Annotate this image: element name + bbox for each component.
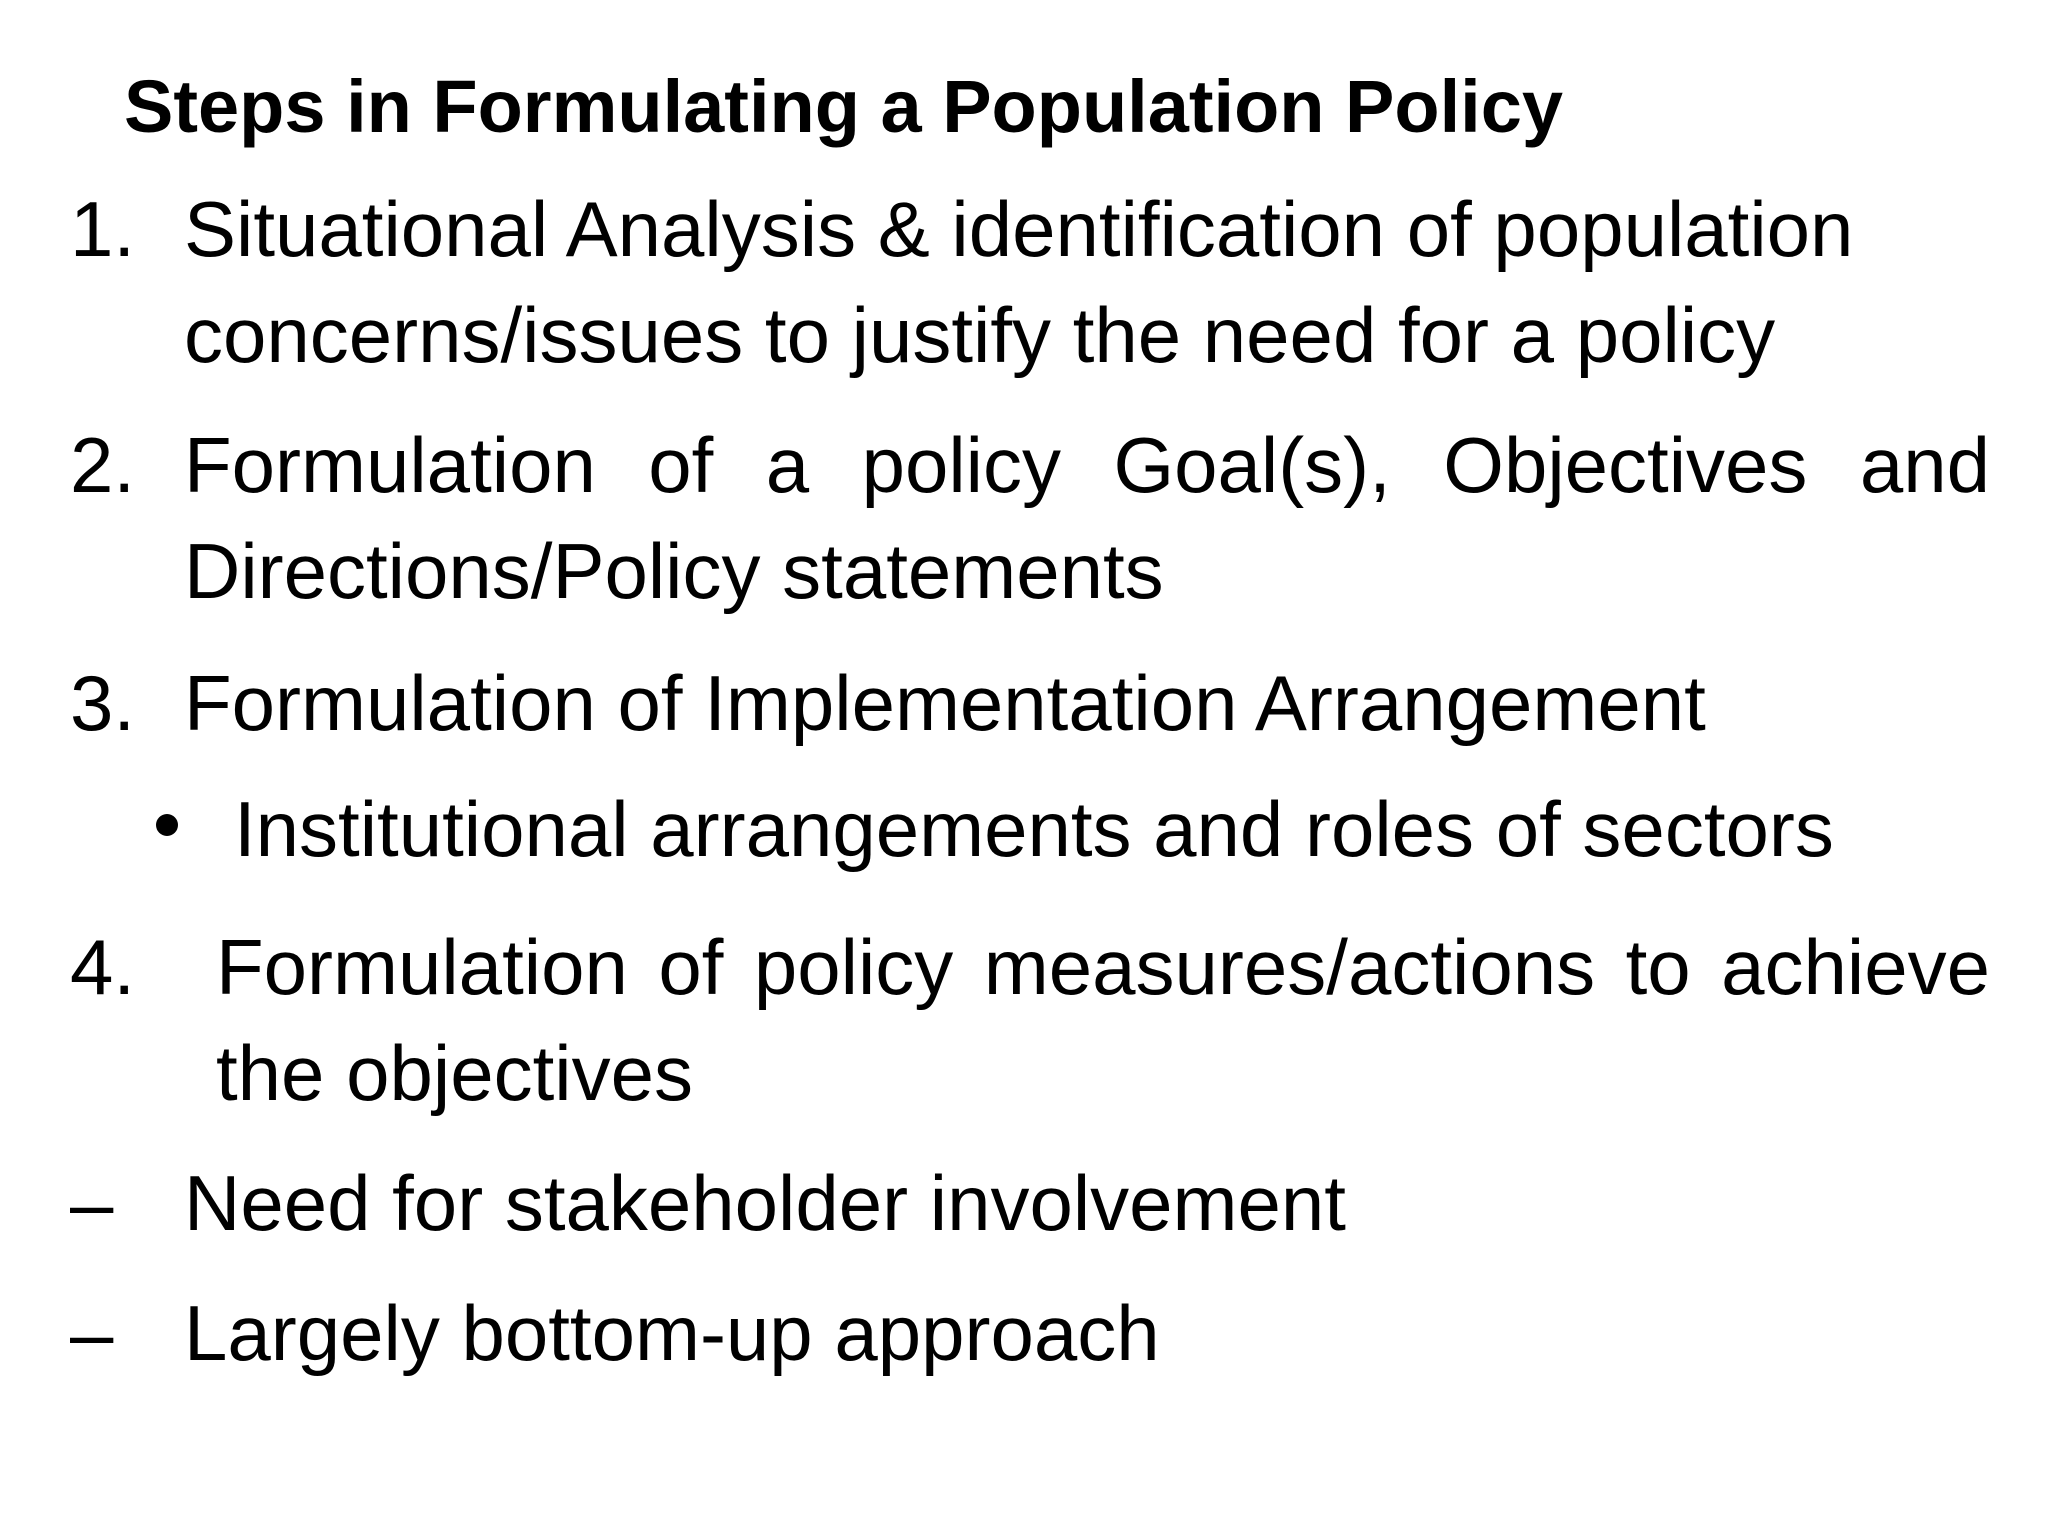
list-item-3 [70, 650, 1990, 756]
sub-bullet-item [150, 776, 1990, 882]
dash-marker-2: – [70, 1289, 114, 1377]
dash-item-2 [70, 1280, 1990, 1386]
dash-item-text-1: Need for stakeholder involvement [184, 1159, 1346, 1247]
list-item-2 [70, 412, 1990, 624]
list-number-4: 4. [70, 923, 136, 1011]
list-item-text-2: Formulation of a policy Goal(s), Objectives and Directions/Policy statements [184, 421, 1990, 615]
bullet-icon [156, 814, 178, 836]
dash-item-text-2: Largely bottom-up approach [184, 1289, 1160, 1377]
slide-title: Steps in Formulating a Population Policy [124, 65, 1564, 148]
dash-item-1 [70, 1150, 1990, 1256]
list-item-text-1: Situational Analysis & identification of population concerns/issues to justify the need for a policy [184, 185, 1854, 379]
list-number-2: 2. [70, 421, 136, 509]
list-item-text-4: Formulation of policy measures/actions to achieve the objectives [216, 923, 1990, 1117]
list-number-3: 3. [70, 659, 136, 747]
sub-bullet-text: Institutional arrangements and roles of sectors [234, 785, 1834, 873]
list-number-1: 1. [70, 185, 136, 273]
list-item-4 [70, 914, 1990, 1126]
list-item-text-3: Formulation of Implementation Arrangement [184, 659, 1706, 747]
dash-marker-1: – [70, 1159, 114, 1247]
list-item-1 [70, 176, 1990, 388]
